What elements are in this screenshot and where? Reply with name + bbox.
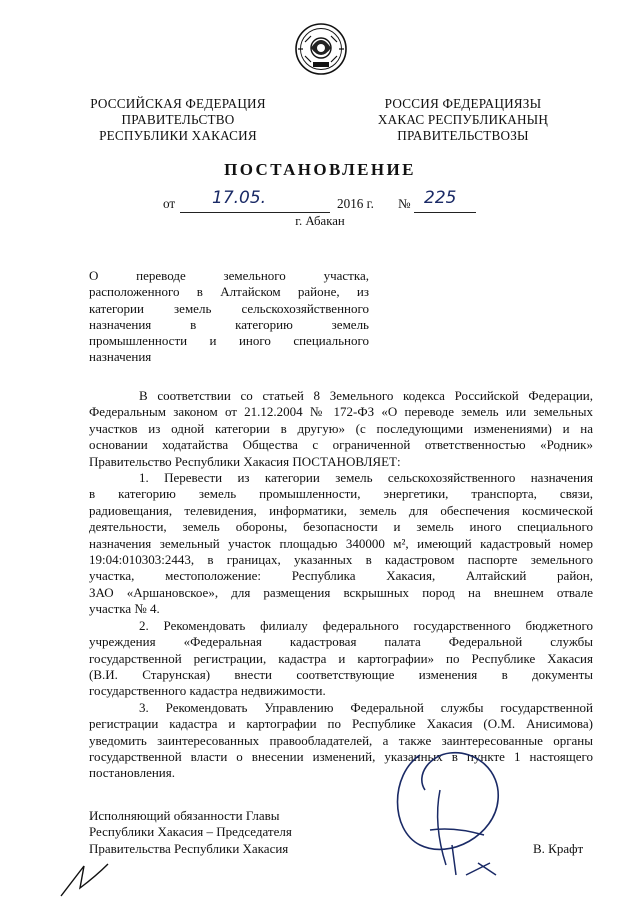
date-prefix: от (163, 196, 176, 211)
body-line: 3. Рекомендовать Управлению Федеральной службы государственной (139, 699, 593, 715)
body-line: назначения земельный участок площадью 340000 м², имеющий кадастровый номер (89, 535, 593, 551)
handwritten-date: 17.05. (212, 188, 267, 208)
body-line: деятельности, земель обороны, безопасности и земель иного специального (89, 519, 593, 535)
date-underline (180, 212, 330, 213)
body-line: участка № 4. (89, 601, 160, 617)
body-line: 2. Рекомендовать филиалу федерального государственного бюджетного (139, 617, 593, 633)
body-line: (В.И. Старунская) внести соответствующие изменения в документы (89, 666, 593, 682)
body-line: 19:04:010303:2443, в границах, указанных в кадастровом паспорте земельного (89, 552, 593, 568)
signatory-line: Республики Хакасия – Председателя (89, 824, 292, 840)
body-line: в категорию земель промышленности, энергетики, транспорта, связи, (89, 486, 593, 502)
document-title: ПОСТАНОВЛЕНИЕ (224, 160, 416, 179)
signatory-name: В. Крафт (533, 841, 584, 856)
signatory-position (89, 808, 349, 857)
body-line: регистрации кадастра и картографии по Республике Хакасия (О.М. Анисимова) (89, 716, 593, 732)
body-line: 1. Перевести из категории земель сельскохозяйственного назначения (139, 470, 593, 486)
body-line: уведомить заинтересованных правообладателей, а также заинтересованные органы (89, 732, 593, 748)
handwritten-signature (380, 735, 530, 890)
subject-line: расположенного в Алтайском районе, из (89, 284, 369, 300)
header-left-line: РЕСПУБЛИКИ ХАКАСИЯ (99, 128, 257, 143)
body-line: Федеральным законом от 21.12.2004 № 172-ФЗ «О переводе земель или земельных (89, 404, 593, 420)
body-line: радиовещания, телевидения, информатики, земель для обеспечения космической (89, 502, 593, 518)
signatory-line: Исполняющий обязанности Главы (89, 808, 280, 823)
body-line: основании ходатайства Общества с ограниченной ответственностью «Родник» (89, 437, 593, 453)
body-line: участков из одной категории в другую» (с последующими изменениями) и на (89, 420, 593, 436)
subject-line: назначения (89, 349, 152, 365)
header-right-line: РОССИЯ ФЕДЕРАЦИЯЗЫ (384, 96, 542, 111)
body-line: ЗАО «Аршановское», для размещения вскрышных пород на внешнем отвале (89, 584, 593, 600)
signatory-line: Правительства Республики Хакасия (89, 840, 289, 856)
number-sign: № (398, 196, 411, 211)
date-year: 2016 г. (337, 196, 374, 211)
body-line: государственной регистрации, кадастра и картографии» по Республике Хакасия (89, 650, 593, 666)
body-line: В соответствии со статьей 8 Земельного кодекса Российской Федерации, (139, 388, 593, 403)
header-right (360, 96, 566, 144)
handwritten-number: 225 (424, 188, 457, 208)
subject-line: категории земель сельскохозяйственного (89, 300, 369, 316)
header-left (78, 96, 278, 144)
header-right-line: ПРАВИТЕЛЬСТВОЗЫ (397, 128, 529, 143)
header-right-line: ХАКАС РЕСПУБЛИКАНЫҢ (377, 112, 549, 127)
document-body (89, 388, 593, 782)
body-line: постановления. (89, 765, 175, 781)
body-line: государственного кадастра недвижимости. (89, 683, 326, 699)
header-left-line: РОССИЙСКАЯ ФЕДЕРАЦИЯ (90, 96, 266, 111)
subject-line: О переводе земельного участка, (89, 268, 369, 283)
date-row (0, 188, 640, 216)
body-line: государственной власти о внесении изменений, указанных в пункте 1 настоящего (89, 748, 593, 764)
coat-of-arms-icon (294, 22, 348, 76)
subject-line: назначения в категорию земель (89, 316, 369, 332)
document-subject (89, 268, 369, 366)
handwritten-initial (56, 858, 112, 900)
header-left-line: ПРАВИТЕЛЬСТВО (121, 112, 235, 127)
body-line: участка, местоположение: Республика Хакасия, Алтайский район, (89, 568, 593, 584)
subject-line: промышленности и иного специального (89, 333, 369, 349)
number-underline (414, 212, 476, 213)
body-line: учреждения «Федеральная кадастровая палата Федеральной службы (89, 634, 593, 650)
body-line: Правительство Республики Хакасия ПОСТАНОВЛЯЕТ: (89, 453, 401, 469)
city: г. Абакан (295, 214, 345, 228)
